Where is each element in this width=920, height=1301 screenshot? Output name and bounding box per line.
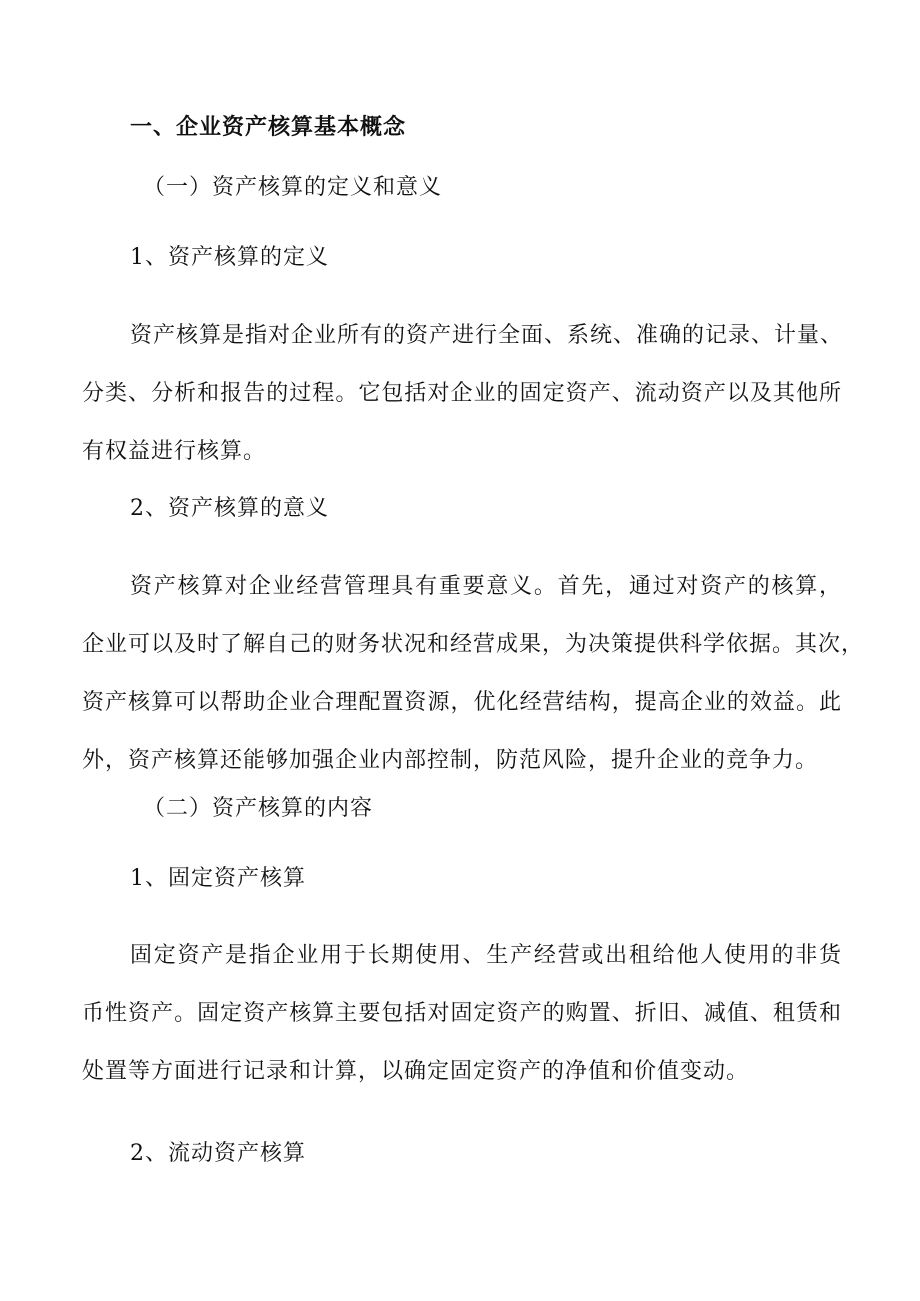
paragraph-line: 资产核算是指对企业所有的资产进行全面、系统、准确的记录、计量、 <box>130 323 844 348</box>
paragraph-line: 币性资产。固定资产核算主要包括对固定资产的购置、折旧、减值、租赁和 <box>82 1001 842 1026</box>
paragraph-line: 资产核算可以帮助企业合理配置资源，优化经营结构，提高企业的效益。此 <box>82 690 842 715</box>
paragraph-line: 企业可以及时了解自己的财务状况和经营成果，为决策提供科学依据。其次， <box>82 632 865 657</box>
subsection-1-2-title: 2、资产核算的意义 <box>130 496 329 521</box>
paragraph-line: 外，资产核算还能够加强企业内部控制，防范风险，提升企业的竞争力。 <box>82 748 819 773</box>
section-2-title: （二）资产核算的内容 <box>143 796 374 821</box>
paragraph-line: 处置等方面进行记录和计算，以确定固定资产的净值和价值变动。 <box>82 1059 750 1084</box>
paragraph-fixed-assets <box>82 927 842 1101</box>
paragraph-line: 固定资产是指企业用于长期使用、生产经营或出租给他人使用的非货 <box>130 943 842 968</box>
paragraph-significance <box>82 558 865 790</box>
paragraph-line: 资产核算对企业经营管理具有重要意义。首先，通过对资产的核算， <box>130 574 842 599</box>
section-1-title: （一）资产核算的定义和意义 <box>143 175 443 200</box>
paragraph-line: 分类、分析和报告的过程。它包括对企业的固定资产、流动资产以及其他所 <box>82 381 842 406</box>
subsection-2-1-title: 1、固定资产核算 <box>130 866 306 891</box>
paragraph-definition <box>82 307 842 481</box>
paragraph-line: 有权益进行核算。 <box>82 439 267 464</box>
main-heading: 一、企业资产核算基本概念 <box>130 114 407 140</box>
subsection-1-1-title: 1、资产核算的定义 <box>130 245 329 270</box>
subsection-2-2-title: 2、流动资产核算 <box>130 1141 306 1166</box>
